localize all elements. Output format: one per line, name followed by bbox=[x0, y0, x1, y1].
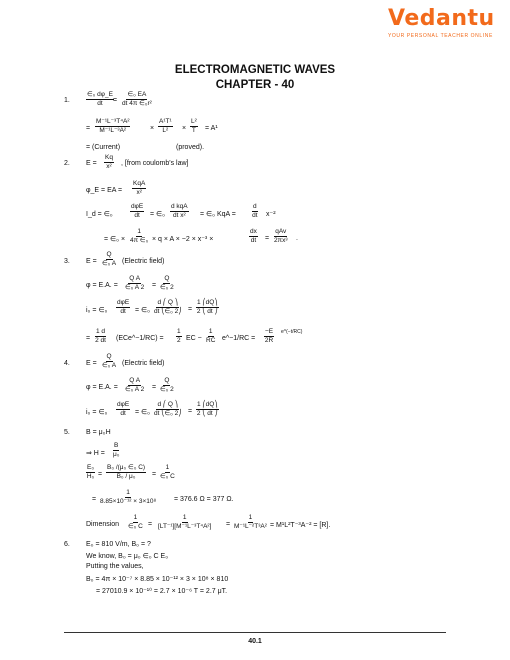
fraction: $\frac{\text{B₀ /(μ₀ ∈₀ C)}}{\text{B₀ / μ₀}}$ bbox=[107, 464, 146, 480]
fraction: $\frac{\text{M⁻¹L⁻³T⁴A²}}{\text{M⁻¹L⁻³A²}}$ bbox=[96, 118, 130, 134]
problem-number: 3. bbox=[64, 258, 70, 265]
document-title: ELECTROMAGNETIC WAVES bbox=[174, 64, 336, 76]
fraction: $\frac{1}{\text{M⁻¹L⁻²T³A²}}$ bbox=[234, 514, 267, 530]
fraction: $\frac{1}{RC}$ bbox=[206, 328, 216, 344]
fraction: $\frac{-E}{2R}$ bbox=[264, 328, 274, 344]
problem-number: 6. bbox=[64, 541, 70, 548]
fraction: $\frac{1}{\text{∈₀ C}}$ bbox=[128, 514, 143, 530]
fraction: $\frac{\text{A¹T¹}}{\text{L²}}$ bbox=[159, 118, 172, 134]
fraction: $\frac{\text{∈₀ EA}}{\text{dt 4π ∈₀r²}}$ bbox=[122, 91, 152, 107]
fraction: $\frac{\text{Q A}}{\text{∈₀ A 2}}$ bbox=[125, 275, 145, 291]
brand-tagline: YOUR PERSONAL TEACHER ONLINE bbox=[388, 33, 493, 39]
fraction: $\frac{Q}{\text{∈₀ 2}}$ bbox=[160, 275, 174, 291]
fraction: $\frac{\text{L²}}{T}$ bbox=[191, 118, 197, 134]
problem-number: 5. bbox=[64, 429, 70, 436]
fraction: qAv 2πx³ bbox=[274, 228, 288, 244]
fraction: $\frac{Q}{\text{∈₀ 2}}$ bbox=[160, 377, 174, 393]
fraction: $\frac{B}{\text{μ₀}}$ bbox=[113, 442, 120, 458]
fraction: $\frac{1 d}{2 dt}$ bbox=[95, 328, 106, 344]
page-number: 40.1 bbox=[248, 638, 262, 645]
fraction: $\frac{\text{∈₀ dφ\_E}}{dt}$ bbox=[87, 91, 113, 107]
problem-number: 1. bbox=[64, 97, 70, 104]
fraction: $\frac{dx}{dt}$ bbox=[250, 228, 257, 244]
vedantu-logo bbox=[388, 6, 496, 44]
fraction: $\frac{1}{2}$ bbox=[177, 328, 181, 344]
fraction: dφE dt bbox=[131, 203, 144, 219]
problem-number: 4. bbox=[64, 360, 70, 367]
fraction: $\frac{1}{\text{8.85×10⁻¹² × 3×10⁸}}$ bbox=[100, 489, 157, 505]
fraction: dφE dt bbox=[117, 401, 130, 417]
fraction: $\frac{d ⎛ Q ⎞}{\text{dt ⎝∈₀ 2⎠}}$ bbox=[154, 401, 182, 417]
fraction: $\frac{Kq}{\text{x²}}$ bbox=[105, 154, 113, 170]
fraction: $\frac{\text{E₀}}{\text{H₀}}$ bbox=[86, 464, 95, 480]
fraction: KqA x² bbox=[133, 180, 146, 196]
fraction: $\frac{Q}{\text{∈₀ A}}$ bbox=[102, 353, 117, 369]
problem-number: 2. bbox=[64, 160, 70, 167]
fraction: $\frac{1 ⎛dQ⎞}{2 ⎝ dt ⎠}$ bbox=[196, 299, 218, 315]
fraction: $\frac{1}{\text{∈₀ C}}$ bbox=[160, 464, 175, 480]
fraction: $\frac{\text{Q A}}{\text{∈₀ A 2}}$ bbox=[125, 377, 145, 393]
fraction: dφE dt bbox=[117, 299, 130, 315]
fraction: $\frac{1 ⎛dQ⎞}{2 ⎝ dt ⎠}$ bbox=[196, 401, 218, 417]
fraction: $\frac{d}{dt}$ bbox=[252, 203, 258, 219]
fraction: $\frac{1}{\text{4π ∈₀}}$ bbox=[130, 228, 149, 244]
fraction: $\frac{d ⎛ Q ⎞}{\text{dt ⎝∈₀ 2⎠}}$ bbox=[154, 299, 182, 315]
fraction: d kqA dt x² bbox=[171, 203, 188, 219]
brand-name: Vedantu bbox=[388, 6, 495, 31]
footer-rule bbox=[64, 632, 446, 633]
fraction: $\frac{Q}{\text{∈₀ A}}$ bbox=[102, 251, 117, 267]
chapter-heading: CHAPTER - 40 bbox=[215, 79, 295, 91]
fraction: $\frac{1}{\text{[LT⁻¹][M⁻¹L⁻³T⁴A²]}}$ bbox=[158, 514, 212, 530]
